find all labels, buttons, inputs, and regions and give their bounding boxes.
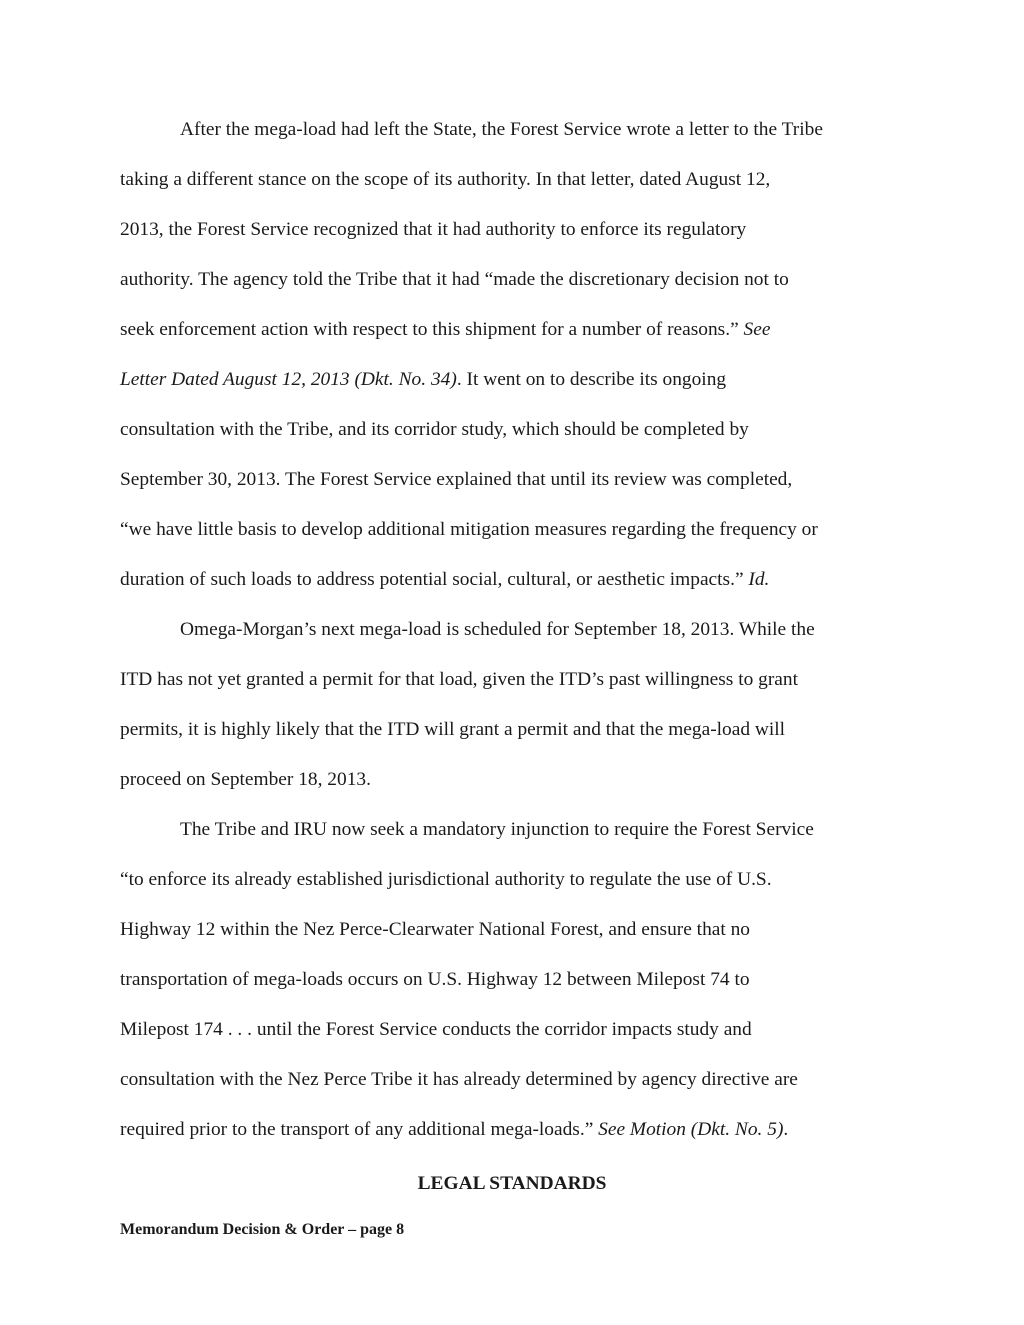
- citation-signal: Id.: [748, 569, 770, 590]
- paragraph-1-line-4: [120, 265, 789, 295]
- paragraph-2-line-1: [180, 615, 815, 645]
- paragraph-1-line-2: [120, 165, 770, 195]
- text-segment: After the mega-load had left the State, the Forest Service wrote a letter to the Tribe: [180, 119, 823, 140]
- text-segment: ITD has not yet granted a permit for that load, given the ITD’s past willingness to grant: [120, 669, 798, 690]
- paragraph-2-line-3: [120, 715, 785, 745]
- paragraph-1-line-7: [120, 415, 749, 445]
- text-segment: consultation with the Nez Perce Tribe it has already determined by agency directive are: [120, 1069, 798, 1090]
- paragraph-3-line-5: [120, 1015, 752, 1045]
- paragraph-1-line-10: [120, 565, 769, 595]
- paragraph-3-line-2: [120, 865, 772, 895]
- text-segment: duration of such loads to address potential social, cultural, or aesthetic impacts.”: [120, 569, 749, 590]
- text-segment: .: [783, 1119, 789, 1140]
- paragraph-1-line-3: [120, 215, 746, 245]
- paragraph-1-line-5: [120, 315, 770, 345]
- text-segment: “we have little basis to develop additional mitigation measures regarding the frequency or: [120, 519, 818, 540]
- text-segment: consultation with the Tribe, and its corridor study, which should be completed by: [120, 419, 749, 440]
- section-heading: LEGAL STANDARDS: [417, 1173, 607, 1194]
- paragraph-1-line-6: [120, 365, 726, 395]
- text-segment: permits, it is highly likely that the ITD will grant a permit and that the mega-load will: [120, 719, 786, 740]
- paragraph-1-line-9: [120, 515, 818, 545]
- text-segment: September 30, 2013. The Forest Service explained that until its review was completed,: [120, 469, 793, 490]
- paragraph-3-line-3: [120, 915, 750, 945]
- page-footer: Memorandum Decision & Order – page 8: [120, 1221, 405, 1238]
- text-segment: . It went on to describe its ongoing: [456, 369, 727, 390]
- paragraph-1-line-8: [120, 465, 792, 495]
- citation: Letter Dated August 12, 2013 (Dkt. No. 34): [120, 369, 457, 390]
- text-segment: 2013, the Forest Service recognized that it had authority to enforce its regulatory: [120, 219, 747, 240]
- citation-signal: See: [743, 319, 771, 340]
- text-segment: Milepost 174 . . . until the Forest Service conducts the corridor impacts study and: [120, 1019, 752, 1040]
- paragraph-1-line-1: [180, 115, 823, 145]
- paragraph-3-line-1: [180, 815, 814, 845]
- text-segment: taking a different stance on the scope of its authority. In that letter, dated August 12,: [120, 169, 771, 190]
- text-segment: required prior to the transport of any additional mega-loads.”: [120, 1119, 599, 1140]
- paragraph-3-line-7: [120, 1115, 788, 1145]
- text-segment: seek enforcement action with respect to this shipment for a number of reasons.”: [120, 319, 744, 340]
- paragraph-3-line-4: [120, 965, 750, 995]
- paragraph-3-line-6: [120, 1065, 798, 1095]
- text-segment: The Tribe and IRU now seek a mandatory injunction to require the Forest Service: [180, 819, 814, 840]
- paragraph-2-line-4: [120, 765, 371, 795]
- text-segment: “to enforce its already established jurisdictional authority to regulate the use of U.S.: [120, 869, 772, 890]
- text-segment: proceed on September 18, 2013.: [120, 769, 371, 790]
- paragraph-2-line-2: [120, 665, 798, 695]
- text-segment: transportation of mega-loads occurs on U.S. Highway 12 between Milepost 74 to: [120, 969, 750, 990]
- text-segment: Omega-Morgan’s next mega-load is scheduled for September 18, 2013. While the: [180, 619, 815, 640]
- citation: See Motion (Dkt. No. 5): [598, 1119, 784, 1140]
- text-segment: Highway 12 within the Nez Perce-Clearwater National Forest, and ensure that no: [120, 919, 750, 940]
- text-segment: authority. The agency told the Tribe that it had “made the discretionary decision not to: [120, 269, 789, 290]
